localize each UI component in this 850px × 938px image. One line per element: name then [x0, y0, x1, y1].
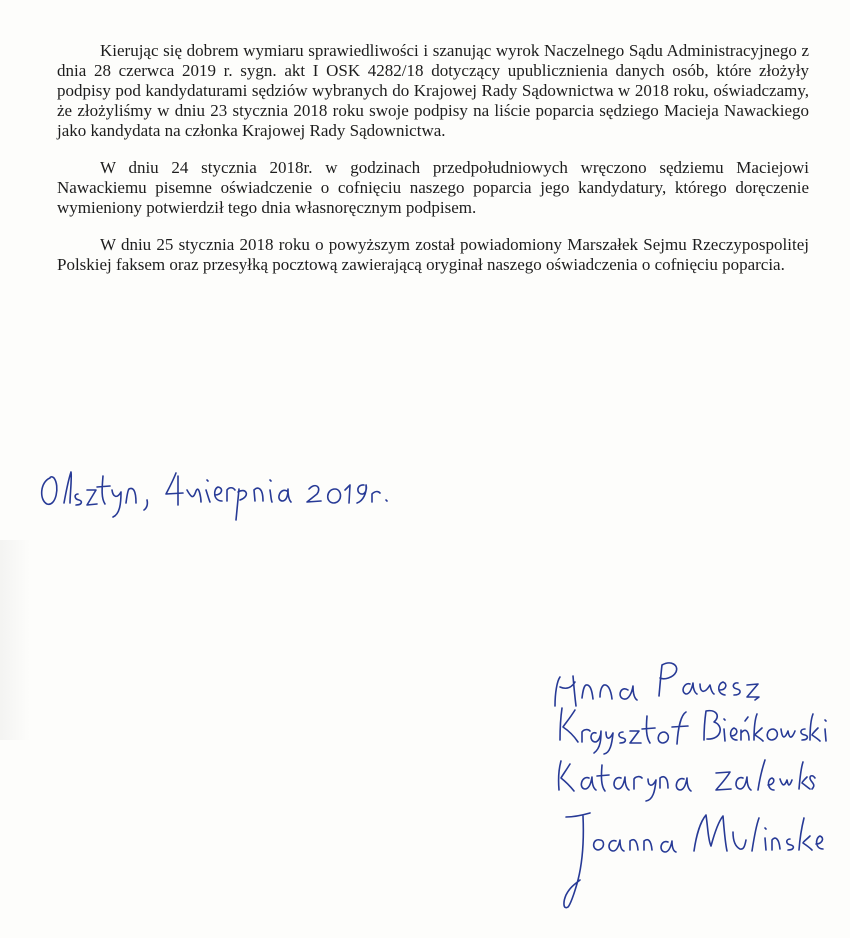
signature-3 — [559, 760, 815, 801]
scan-edge-shadow — [0, 540, 30, 740]
paragraph-1: Kierując się dobrem wymiaru sprawiedliwości i szanując wyrok Naczelnego Sądu Administracyjnego z dnia 28 czerwca 2019 r. sygn. akt I OSK 4282/18 dotyczący upublicznienia danych osób, które złożyły podpisy pod kandydaturami sędziów wybranych do Krajowej Rady Sądownictwa w 2018 roku, oświadczamy, że złożyliśmy w dniu 23 stycznia 2018 roku swoje podpisy na liście poparcia sędziego Macieja Nawackiego jako kandydata na członka Krajowej Rady Sądownictwa. — [57, 41, 809, 140]
signature-1 — [555, 663, 759, 706]
signature-4 — [564, 813, 823, 908]
statement-body — [57, 41, 809, 292]
paragraph-2: W dniu 24 stycznia 2018r. w godzinach przedpołudniowych wręczono sędziemu Maciejowi Nawackiemu pisemne oświadczenie o cofnięciu naszego poparcia jego kandydatury, którego doręczenie wymieniony potwierdził tego dnia własnoręcznym podpisem. — [57, 158, 809, 217]
paragraph-3: W dniu 25 stycznia 2018 roku o powyższym został powiadomiony Marszałek Sejmu Rzeczypospolitej Polskiej faksem oraz przesyłką pocztową zawierającą oryginał naszego oświadczenia o cofnięciu poparcia. — [57, 235, 809, 274]
signature-2 — [560, 708, 826, 754]
